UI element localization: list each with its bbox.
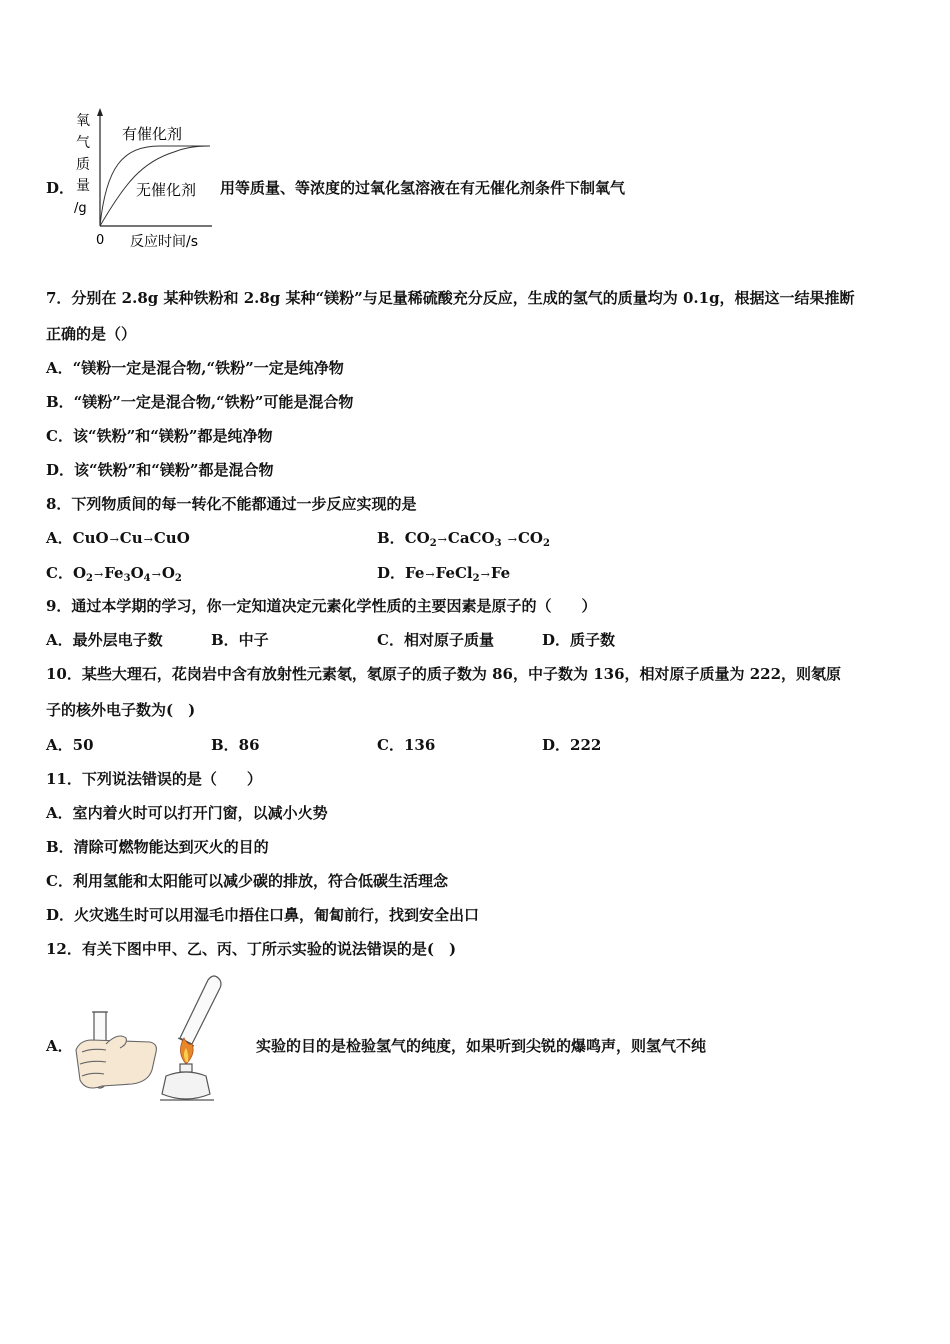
q6-option-d-label: D． — [46, 179, 75, 197]
q7-stem-line1: 7．分别在 2.8g 某种铁粉和 2.8g 某种“镁粉”与足量稀硫酸充分反应，生成的氢气的质量均为 0.1g，根据这一结果推断 — [46, 289, 855, 307]
q8-option-d: D．Fe→FeCl$_2$→Fe — [377, 564, 511, 584]
q12-option-a-text: 实验的目的是检验氢气的纯度，如果听到尖锐的爆鸣声，则氢气不纯 — [256, 1037, 707, 1055]
q10-option-a: A．50 — [46, 736, 94, 754]
graph-y-label-3: 质 — [76, 157, 90, 173]
q8-option-c: C．$O_2\to Fe_3O_4\to O_2$ — [46, 564, 182, 584]
q7-option-b: B．“镁粉”一定是混合物,“铁粉”可能是混合物 — [46, 393, 354, 411]
inverted-test-tube — [178, 976, 221, 1046]
q10-stem-line2: 子的核外电子数为( ) — [46, 701, 196, 719]
graph-x-label: 反应时间/s — [130, 234, 199, 250]
q9-option-d: D．质子数 — [542, 631, 616, 649]
q6-option-d-text: 用等质量、等浓度的过氧化氢溶液在有无催化剂条件下制氧气 — [220, 179, 626, 197]
curve-with-label: 有催化剂 — [122, 125, 183, 143]
q9-option-b: B．中子 — [211, 631, 269, 649]
q7-option-a: A．“镁粉一定是混合物,“铁粉”一定是纯净物 — [46, 359, 344, 377]
q7-option-c: C．该“铁粉”和“镁粉”都是纯净物 — [46, 427, 273, 445]
q11-option-b: B．清除可燃物能达到灭火的目的 — [46, 838, 269, 856]
q9-option-c: C．相对原子质量 — [377, 631, 494, 649]
hydrogen-purity-test-illustration — [72, 972, 230, 1110]
q7-stem-line2: 正确的是（） — [46, 325, 137, 343]
graph-y-label-2: 气 — [76, 135, 90, 151]
q11-option-d: D．火灾逃生时可以用湿毛巾捂住口鼻，匍匐前行，找到安全出口 — [46, 906, 480, 924]
catalyst-graph — [70, 108, 220, 250]
q10-option-c: C．136 — [377, 736, 436, 754]
q8-stem: 8．下列物质间的每一转化不能都通过一步反应实现的是 — [46, 495, 417, 513]
q8-option-b: B．$CO_2\to CaCO_3 \to CO_2$ — [377, 529, 550, 549]
q10-option-b: B．86 — [211, 736, 260, 754]
q7-option-d: D．该“铁粉”和“镁粉”都是混合物 — [46, 461, 274, 479]
graph-origin: 0 — [96, 233, 105, 248]
graph-y-label-4: 量 — [76, 178, 90, 194]
q12-stem: 12．有关下图中甲、乙、丙、丁所示实验的说法错误的是( ) — [46, 940, 457, 958]
q11-option-a: A．室内着火时可以打开门窗，以减小火势 — [46, 804, 328, 822]
q11-option-c: C．利用氢能和太阳能可以减少碳的排放，符合低碳生活理念 — [46, 872, 448, 890]
q10-option-d: D．222 — [542, 736, 602, 754]
q9-stem: 9．通过本学期的学习，你一定知道决定元素化学性质的主要因素是原子的（ ） — [46, 597, 597, 615]
curve-without-label: 无催化剂 — [136, 181, 197, 199]
q12-option-a-label: A． — [46, 1037, 73, 1055]
q11-stem: 11．下列说法错误的是（ ） — [46, 770, 262, 788]
graph-y-unit: /g — [74, 201, 87, 216]
q8-option-a: A．CuO→Cu→CuO — [46, 529, 190, 547]
graph-y-arrow — [97, 108, 103, 116]
q9-option-a: A．最外层电子数 — [46, 631, 163, 649]
alcohol-lamp-icon — [160, 1064, 214, 1100]
hand-icon — [76, 1036, 156, 1088]
graph-y-label-1: 氧 — [76, 113, 90, 129]
q10-stem-line1: 10．某些大理石，花岗岩中含有放射性元素氡，氡原子的质子数为 86，中子数为 136，相对原子质量为 222，则氡原 — [46, 665, 842, 683]
